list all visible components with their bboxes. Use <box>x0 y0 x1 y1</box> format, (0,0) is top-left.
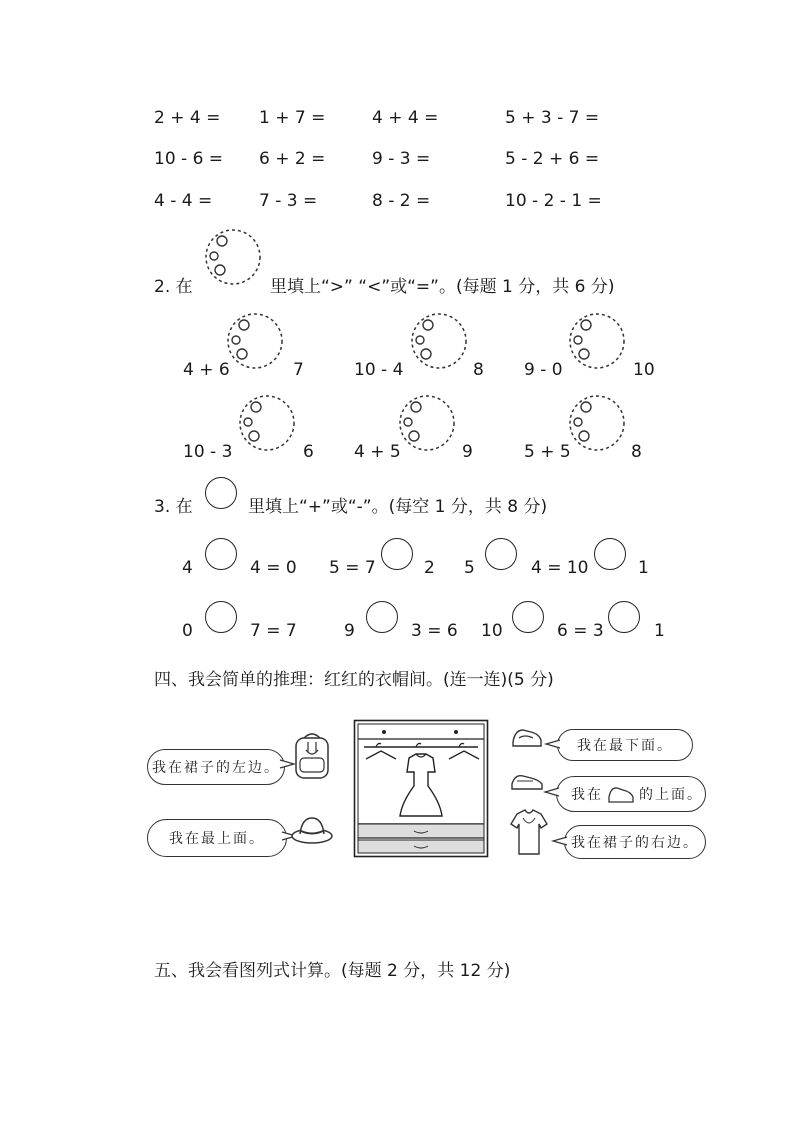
op-number: 1 <box>654 621 665 641</box>
compare-left: 4 + 5 <box>354 442 401 462</box>
hat-icon <box>290 812 334 846</box>
op-number: 7 = 7 <box>250 621 297 641</box>
calc-item: 4 + 4 = <box>372 108 439 128</box>
compare-right: 8 <box>631 442 642 462</box>
op-number: 5 <box>464 558 475 578</box>
answer-circle[interactable] <box>205 601 237 633</box>
section3-instruction: 里填上“+”或“-”。(每空 1 分，共 8 分) <box>248 497 548 517</box>
op-number: 4 <box>182 558 193 578</box>
section2-prefix: 2. 在 <box>154 277 193 297</box>
answer-circle[interactable] <box>512 601 544 633</box>
answer-dotted-circle[interactable] <box>408 310 470 372</box>
bubble-tail-icon <box>553 835 567 847</box>
dotted-circle-icon <box>202 226 264 288</box>
answer-circle[interactable] <box>485 538 517 570</box>
op-number: 3 = 6 <box>411 621 458 641</box>
bubble-text: 我在 <box>571 787 603 803</box>
answer-circle[interactable] <box>594 538 626 570</box>
calc-item: 10 - 6 = <box>154 149 224 169</box>
calc-item: 4 - 4 = <box>154 191 213 211</box>
answer-circle[interactable] <box>381 538 413 570</box>
speech-bubble: 我在裙子的右边。 <box>564 825 706 859</box>
shoes-icon <box>607 783 635 805</box>
op-number: 2 <box>424 558 435 578</box>
speech-bubble-sneakers <box>556 776 706 812</box>
speech-bubble: 我在最下面。 <box>557 729 693 761</box>
backpack-icon <box>290 730 334 780</box>
op-number: 9 <box>344 621 355 641</box>
op-number: 10 <box>481 621 503 641</box>
compare-left: 5 + 5 <box>524 442 571 462</box>
answer-dotted-circle[interactable] <box>236 392 298 454</box>
compare-left: 9 - 0 <box>524 360 563 380</box>
answer-dotted-circle[interactable] <box>224 310 286 372</box>
answer-dotted-circle[interactable] <box>566 392 628 454</box>
calc-item: 6 + 2 = <box>259 149 326 169</box>
shoes-icon <box>509 724 545 750</box>
sneakers-icon <box>509 768 545 792</box>
calc-item: 10 - 2 - 1 = <box>505 191 602 211</box>
op-number: 1 <box>638 558 649 578</box>
speech-bubble: 我在裙子的左边。 <box>147 749 285 785</box>
compare-right: 6 <box>303 442 314 462</box>
section5-heading: 五、我会看图列式计算。(每题 2 分，共 12 分) <box>154 961 511 981</box>
bubble-tail-icon <box>545 786 559 798</box>
op-number: 4 = 0 <box>250 558 297 578</box>
bubble-text: 的上面。 <box>639 787 703 803</box>
section3-prefix: 3. 在 <box>154 497 193 517</box>
compare-left: 4 + 6 <box>183 360 230 380</box>
compare-left: 10 - 3 <box>183 442 233 462</box>
calc-item: 2 + 4 = <box>154 108 221 128</box>
speech-bubble: 我在最上面。 <box>147 819 287 857</box>
section2-instruction: 里填上“>” “<”或“=”。(每题 1 分，共 6 分) <box>270 277 615 297</box>
answer-circle[interactable] <box>366 601 398 633</box>
wardrobe-icon <box>354 720 488 857</box>
compare-right: 10 <box>633 360 655 380</box>
compare-right: 7 <box>293 360 304 380</box>
compare-right: 9 <box>462 442 473 462</box>
answer-circle[interactable] <box>205 538 237 570</box>
shirt-icon <box>509 808 549 858</box>
op-number: 6 = 3 <box>557 621 604 641</box>
op-number: 0 <box>182 621 193 641</box>
compare-right: 8 <box>473 360 484 380</box>
calc-item: 7 - 3 = <box>259 191 318 211</box>
calc-item: 1 + 7 = <box>259 108 326 128</box>
answer-dotted-circle[interactable] <box>566 310 628 372</box>
calc-item: 9 - 3 = <box>372 149 431 169</box>
calc-item: 5 + 3 - 7 = <box>505 108 600 128</box>
op-number: 5 = 7 <box>329 558 376 578</box>
circle-icon <box>205 477 237 509</box>
op-number: 4 = 10 <box>531 558 589 578</box>
calc-item: 5 - 2 + 6 = <box>505 149 600 169</box>
calc-item: 8 - 2 = <box>372 191 431 211</box>
section4-heading: 四、我会简单的推理：红红的衣帽间。(连一连)(5 分) <box>154 670 554 690</box>
compare-left: 10 - 4 <box>354 360 404 380</box>
answer-dotted-circle[interactable] <box>396 392 458 454</box>
bubble-tail-icon <box>546 738 560 750</box>
answer-circle[interactable] <box>608 601 640 633</box>
